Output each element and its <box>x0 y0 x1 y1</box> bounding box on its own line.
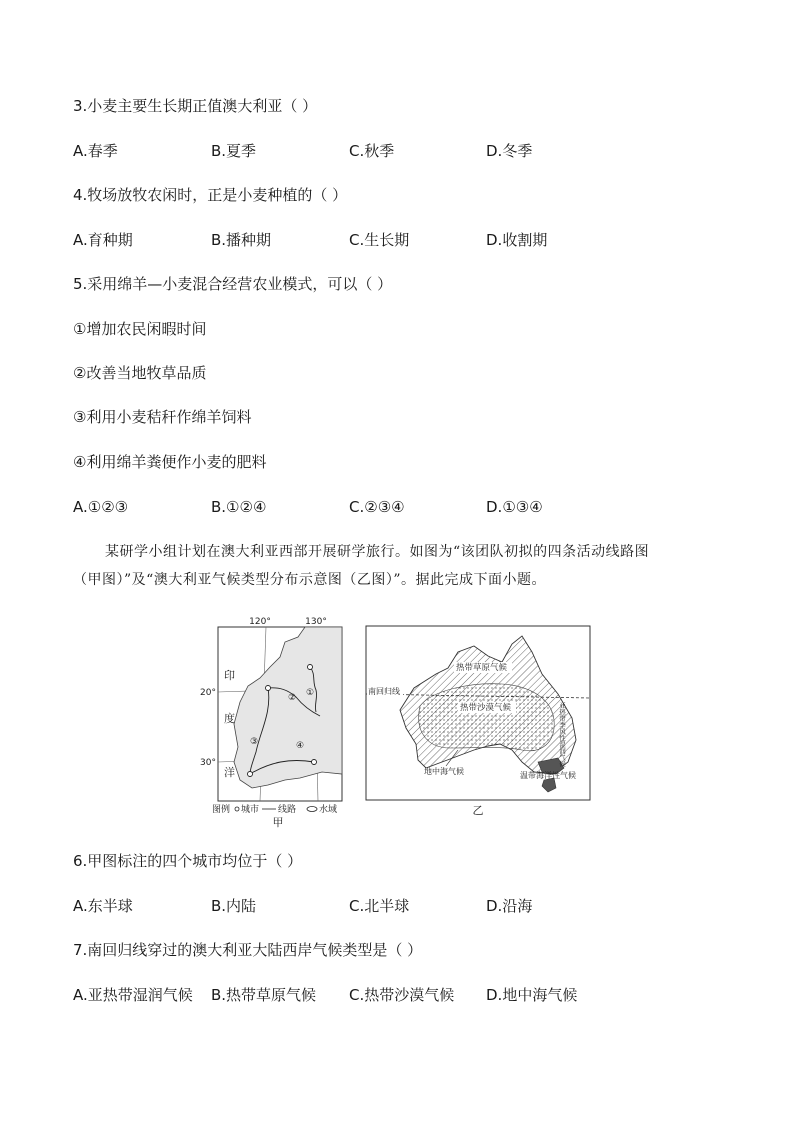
q4-option-b[interactable]: B.播种期 <box>211 231 272 249</box>
route-label-4: ④ <box>296 741 305 751</box>
map-jia <box>200 612 350 834</box>
q6-option-a[interactable]: A.东半球 <box>73 897 133 915</box>
zone-label-mediterranean: 地中海气候 <box>424 767 464 776</box>
q7-option-d[interactable]: D.地中海气候 <box>486 986 578 1004</box>
q4-option-d[interactable]: D.收割期 <box>486 231 548 249</box>
q5-option-d[interactable]: D.①③④ <box>486 498 543 516</box>
map-jia-caption: 甲 <box>272 816 284 829</box>
question-6-stem: 6.甲图标注的四个城市均位于（ ） <box>73 852 303 870</box>
q6-option-d[interactable]: D.沿海 <box>486 897 533 915</box>
map-yi <box>362 622 594 818</box>
q7-option-b[interactable]: B.热带草原气候 <box>211 986 317 1004</box>
ocean-label-yin: 印 <box>224 669 235 682</box>
q3-option-d[interactable]: D.冬季 <box>486 142 533 160</box>
city-marker <box>248 772 253 777</box>
city-marker <box>312 760 317 765</box>
city-marker <box>308 665 313 670</box>
route-label-3: ③ <box>250 737 259 747</box>
legend-city-icon <box>235 807 239 811</box>
q3-option-a[interactable]: A.春季 <box>73 142 118 160</box>
q6-option-c[interactable]: C.北半球 <box>349 897 410 915</box>
intro-line-2: （甲图）”及“澳大利亚气候类型分布示意图（乙图）”。据此完成下面小题。 <box>73 572 546 588</box>
q4-option-c[interactable]: C.生长期 <box>349 231 410 249</box>
q3-option-b[interactable]: B.夏季 <box>211 142 257 160</box>
route-label-2: ② <box>288 693 297 703</box>
q5-option-c[interactable]: C.②③④ <box>349 498 405 516</box>
ocean-label-yang: 洋 <box>224 766 235 779</box>
q6-option-b[interactable]: B.内陆 <box>211 897 257 915</box>
tropic-label: 南回归线 <box>368 687 400 696</box>
route-label-1: ① <box>306 688 315 698</box>
q7-option-a[interactable]: A.亚热带湿润气候 <box>73 986 193 1004</box>
lon-label-130: 130° <box>305 617 327 627</box>
q5-item-3: ③利用小麦秸秆作绵羊饲料 <box>73 408 252 426</box>
intro-paragraph <box>73 538 733 594</box>
question-3-stem: 3.小麦主要生长期正值澳大利亚（ ） <box>73 97 318 115</box>
intro-line-1: 某研学小组计划在澳大利亚西部开展研学旅行。如图为“该团队初拟的四条活动线路图 <box>105 544 650 560</box>
lat-label-20: 20° <box>200 688 216 698</box>
q7-option-c[interactable]: C.热带沙漠气候 <box>349 986 455 1004</box>
ocean-label-du: 度 <box>224 712 235 725</box>
legend-route: 线路 <box>278 805 297 815</box>
question-7-stem: 7.南回归线穿过的澳大利亚大陆西岸气候类型是（ ） <box>73 941 423 959</box>
question-4-stem: 4.牧场放牧农闲时，正是小麦种植的（ ） <box>73 186 348 204</box>
zone-label-oceanic: 温带海洋性气候 <box>520 771 576 780</box>
legend-water: 水域 <box>319 805 338 815</box>
q5-item-2: ②改善当地牧草品质 <box>73 364 207 382</box>
city-marker <box>266 686 271 691</box>
desert-zone <box>419 684 555 751</box>
lat-label-30: 30° <box>200 758 216 768</box>
legend-water-icon <box>307 807 317 812</box>
q5-item-4: ④利用绵羊粪便作小麦的肥料 <box>73 453 267 471</box>
q3-option-c[interactable]: C.秋季 <box>349 142 395 160</box>
q5-item-1: ①增加农民闲暇时间 <box>73 320 207 338</box>
legend-city: 城市 <box>241 805 260 815</box>
map-yi-caption: 乙 <box>472 804 484 817</box>
q4-option-a[interactable]: A.育种期 <box>73 231 133 249</box>
zone-label-savanna: 热带草原气候 <box>456 663 508 673</box>
zone-label-desert: 热带沙漠气候 <box>460 703 512 713</box>
q5-option-b[interactable]: B.①②④ <box>211 498 267 516</box>
question-5-stem: 5.采用绵羊—小麦混合经营农业模式，可以（ ） <box>73 275 393 293</box>
zone-label-subtropical: 亚热带季风性湿润气候 <box>558 702 566 767</box>
q5-option-a[interactable]: A.①②③ <box>73 498 129 516</box>
legend-title: 图例 <box>212 805 231 815</box>
lon-label-120: 120° <box>249 617 271 627</box>
